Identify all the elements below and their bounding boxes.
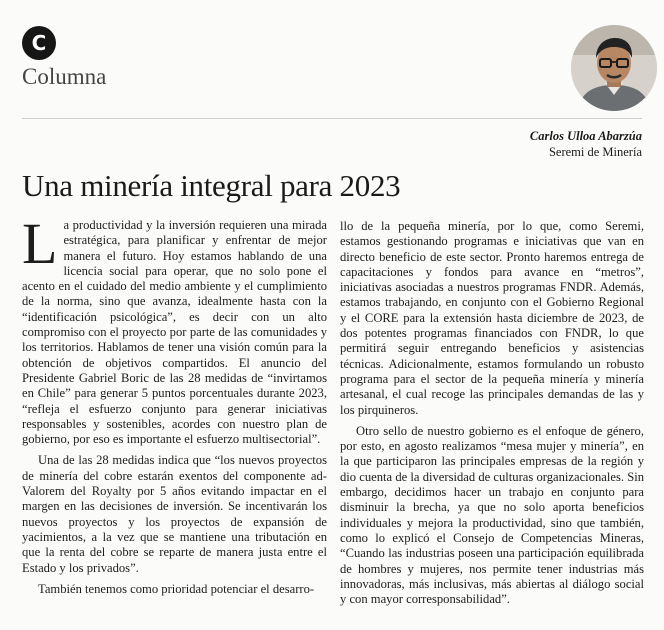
author-portrait-icon [571, 25, 657, 111]
article-column-left [22, 211, 327, 597]
article-paragraph [22, 211, 327, 447]
paragraph-text: a productividad y la inversión requieren una mirada estratégica, para planificar y enfrentar de mejor manera el futuro. Hoy estamos hablando de una licencia social para operar, que no solo pone el acento en el cuidado del medio ambiente y el cumplimiento de la norma, sino que avanza, idealmente hasta con la “identificación psicológica”, es decir con un alto compromiso con el proyecto por parte de las comunidades y los territorios. Hablamos de tener una visión común para la obtención de objetivos compartidos. El anuncio del Presidente Gabriel Boric de las 28 medidas de “invirtamos en Chile” para generar 5 puntos porcentuales durante 2023, “refleja el esfuerzo conjunto para generar iniciativas responsables y sostenibles, acordes con nuestro plan de gobierno, por eso es importante el esfuerzo multisectorial”. [22, 218, 327, 447]
column-badge: C [22, 26, 56, 60]
article-headline: Una minería integral para 2023 [22, 168, 401, 203]
header-divider [22, 118, 642, 119]
author-byline [530, 128, 642, 160]
author-photo [571, 25, 657, 111]
article-paragraph: Otro sello de nuestro gobierno es el enfoque de género, por esto, en agosto realizamos “mesa mujer y minería”, en la que participaron las principales empresas de la región y dio cuenta de la diversidad de culturas organizacionales. Sin embargo, decidimos hacer un trabajo en conjunto para disminuir la brecha, ya que no solo aporta beneficios individuales y mejora la productividad, sino que también, como lo explicó el Consejo de Competencias Mineras, “Cuando las industrias poseen una participación equilibrada de hombres y mujeres, nos permite tener industrias más innovadoras, más inclusivas, más abiertas al diálogo social y con mayor corresponsabilidad”. [340, 423, 644, 607]
section-label: Columna [22, 64, 107, 89]
article-paragraph: Una de las 28 medidas indica que “los nuevos proyectos de minería del cobre estarán exentos del componente ad-Valorem del Royalty por 5 años evitando impactar en el margen en las decisiones de inversión. Se incentivarán los nuevos proyectos y los proyectos de expansión de yacimientos, a la vez que se mantiene una tributación en que la renta del cobre se reparte de manera justa entre el Estado y los privados”. [22, 453, 327, 575]
author-name: Carlos Ulloa Abarzúa [529, 129, 642, 143]
article-paragraph: También tenemos como prioridad potenciar el desarro- [38, 581, 315, 596]
article-column-right [340, 219, 644, 607]
article-paragraph: llo de la pequeña minería, por lo que, como Seremi, estamos gestionando programas e iniciativas que van en directo beneficio de este sector. Pronto haremos entrega de capacitaciones y fondos para avance en “metros”, iniciativas asociadas a nuestros programas FNDR. Además, estamos trabajando, en conjunto con el Gobierno Regional y el CORE para la extensión hasta diciembre de 2023, de dos potentes programas financiados con FNDR, lo que permitirá seguir entregando beneficios y asistencias técnicas. Adicionalmente, estamos formulando un robusto programa para el sector de la pequeña minería y minería artesanal, el cual recoge las principales demandas de las y los pirquineros. [340, 219, 644, 417]
author-role: Seremi de Minería [548, 145, 642, 159]
drop-cap: L [22, 211, 58, 276]
